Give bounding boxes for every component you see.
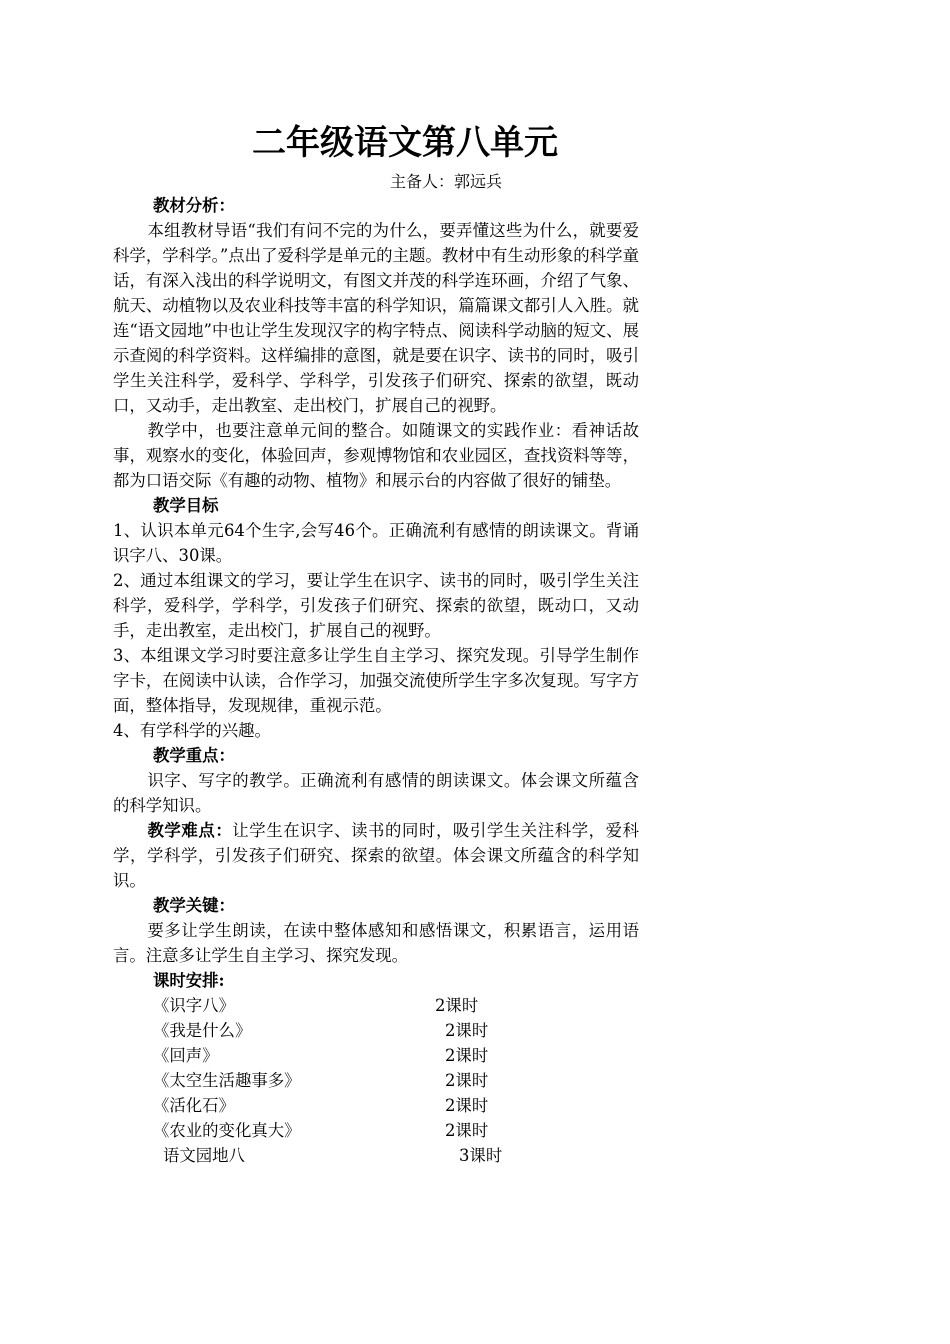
schedule-heading: 课时安排: — [153, 971, 225, 990]
analysis-paragraph: 本组教材导语“我们有问不完的为什么，要弄懂这些为什么，就要爱科学，学科学。”点出了爱科学是单元的主题。教材中有生动形象的科学童话，有深入浅出的科学说明文，有图文并茂的科学连环画，介绍了气象、航天、动植物以及农业科技等丰富的科学知识，篇篇课文都引人入胜。就连“语文园地”中也让学生发现汉字的构字特点、阅读科学动脑的短文、展示查阅的科学资料。这样编排的意图，就是要在识字、读书的同时，吸引学生关注科学，爱科学、学科学，引发孩子们研究、探索的欲望，既动口，又动手，走出教室、走出校门，扩展自己的视野。 — [113, 221, 639, 415]
schedule-lesson: 《回声》 — [153, 1046, 219, 1065]
schedule-item — [113, 1143, 639, 1168]
schedule-lesson: 《农业的变化真大》 — [153, 1121, 301, 1140]
page-title: 二年级语文第八单元 — [252, 123, 558, 163]
schedule-hours: 2课时 — [445, 1046, 489, 1065]
analysis-paragraph: 教学中，也要注意单元间的整合。如随课文的实践作业：看神话故事，观察水的变化，体验回声，参观博物馆和农业园区，查找资料等等，都为口语交际《有趣的动物、植物》和展示台的内容做了很好的铺垫。 — [113, 421, 639, 490]
analysis-heading: 教材分析： — [153, 196, 235, 215]
goals-heading: 教学目标 — [153, 496, 219, 515]
schedule-item — [113, 1093, 639, 1118]
schedule-item — [113, 1018, 639, 1043]
goal-item: 2、通过本组课文的学习，要让学生在识字、读书的同时，吸引学生关注科学，爱科学，学科学，引发孩子们研究、探索的欲望，既动口，又动手，走出教室，走出校门，扩展自己的视野。 — [113, 571, 639, 640]
schedule-lesson: 《太空生活趣事多》 — [153, 1071, 301, 1090]
goal-item: 3、本组课文学习时要注意多让学生自主学习、探究发现。引导学生制作字卡，在阅读中认读，合作学习，加强交流使所学生字多次复现。写字方面，整体指导，发现规律，重视示范。 — [113, 646, 639, 715]
schedule-lesson: 《识字八》 — [153, 996, 235, 1015]
schedule-list — [113, 993, 639, 1168]
schedule-hours: 2课时 — [445, 1071, 489, 1090]
key-heading: 教学关键： — [153, 896, 235, 915]
schedule-item — [113, 1043, 639, 1068]
schedule-item — [113, 1118, 639, 1143]
schedule-hours: 2课时 — [435, 996, 479, 1015]
schedule-item — [113, 993, 639, 1018]
document-body — [113, 193, 639, 1168]
schedule-lesson: 《活化石》 — [153, 1096, 235, 1115]
goal-item: 4、有学科学的兴趣。 — [113, 721, 271, 740]
key-points-heading: 教学重点： — [153, 746, 235, 765]
key-points-text: 识字、写字的教学。正确流利有感情的朗读课文。体会课文所蕴含的科学知识。 — [113, 771, 639, 815]
schedule-hours: 3课时 — [459, 1146, 503, 1165]
schedule-lesson: 《我是什么》 — [153, 1021, 252, 1040]
schedule-hours: 2课时 — [445, 1121, 489, 1140]
schedule-hours: 2课时 — [445, 1096, 489, 1115]
schedule-lesson: 语文园地八 — [163, 1146, 245, 1165]
difficulties-heading: 教学难点： — [147, 821, 233, 840]
preparer: 主备人：郭远兵 — [390, 172, 503, 191]
key-text: 要多让学生朗读，在读中整体感知和感悟课文，积累语言，运用语言。注意多让学生自主学习、探究发现。 — [113, 921, 639, 965]
difficulties-paragraph — [113, 818, 639, 893]
schedule-item — [113, 1068, 639, 1093]
goal-item: 1、认识本单元64个生字,会写46个。正确流利有感情的朗读课文。背诵识字八、30课。 — [113, 521, 639, 565]
difficulties-text: 让学生在识字、读书的同时，吸引学生关注科学，爱科学，学科学，引发孩子们研究、探索的欲望。体会课文所蕴含的科学知识。 — [113, 821, 640, 890]
schedule-hours: 2课时 — [445, 1021, 489, 1040]
